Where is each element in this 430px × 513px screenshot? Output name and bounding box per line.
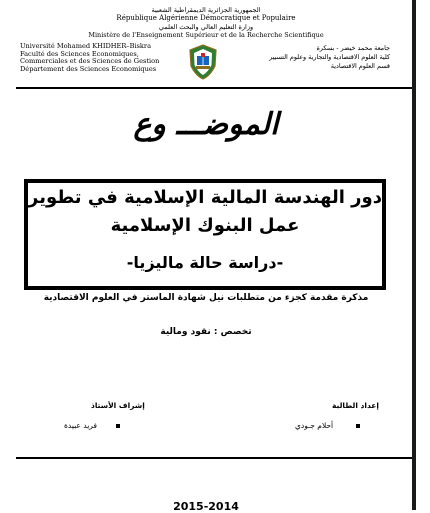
thesis-title-line-2: عمل البنوك الإسلامية [110,215,300,236]
department-name-fr: Département des Sciences Economiques [20,64,157,73]
prepared-by-label: إعداد الطالبة [332,401,379,410]
thesis-subtitle: -دراسة حالة ماليزيا- [126,253,284,272]
main-title: الموضـــ وع [133,107,279,142]
university-emblem-icon [188,44,218,80]
academic-year: 2015-2014 [173,500,239,513]
university-info-ar [240,44,390,71]
specialization: تخصص : نقود ومالية [160,327,252,337]
header-ar-republic: الجمهورية الجزائرية الديمقراطية الشعبية [151,6,261,14]
memo-statement: مذكرة مقدمة كجزء من متطلبات نيل شهادة الماستر في العلوم الاقتصادية [43,293,369,303]
student-name: أحلام جـودي [295,421,334,430]
university-name-ar: جامعة محمد خيضر - بسكرة [316,44,390,52]
header-fr-republic: République Algérienne Démocratique et Populaire [116,14,296,22]
supervisor-bullet-icon [116,424,120,428]
university-info-fr [20,43,180,73]
faculty-name-fr: Faculté des Sciences Economiques, [20,49,139,58]
thesis-title-line-1: دور الهندسة المالية الإسلامية في تطوير [28,187,382,208]
supervisor-name: فريد عبيدة [64,421,97,430]
header-fr-ministry: Ministère de l'Enseignement Supérieur et de la Recherche Scientifique [88,31,324,39]
header-ar-ministry: وزارة التعليم العالي والبحث العلمي [158,23,254,31]
faculty-name-ar: كلية العلوم الاقتصادية والتجارية وعلوم التسيير [269,53,390,61]
department-name-ar: قسم العلوم الاقتصادية [330,62,390,70]
university-name-fr: Université Mohamed KHIDHER–Biskra [20,42,152,50]
faculty-name-fr-cont: Commerciales et des Sciences de Gestion [20,57,160,66]
student-bullet-icon [356,424,360,428]
page-gutter [416,0,430,510]
supervisor-label: إشراف الأستاذ [91,401,145,410]
header-rule [16,87,414,89]
thesis-title-box [24,179,386,290]
footer-rule [16,457,414,459]
